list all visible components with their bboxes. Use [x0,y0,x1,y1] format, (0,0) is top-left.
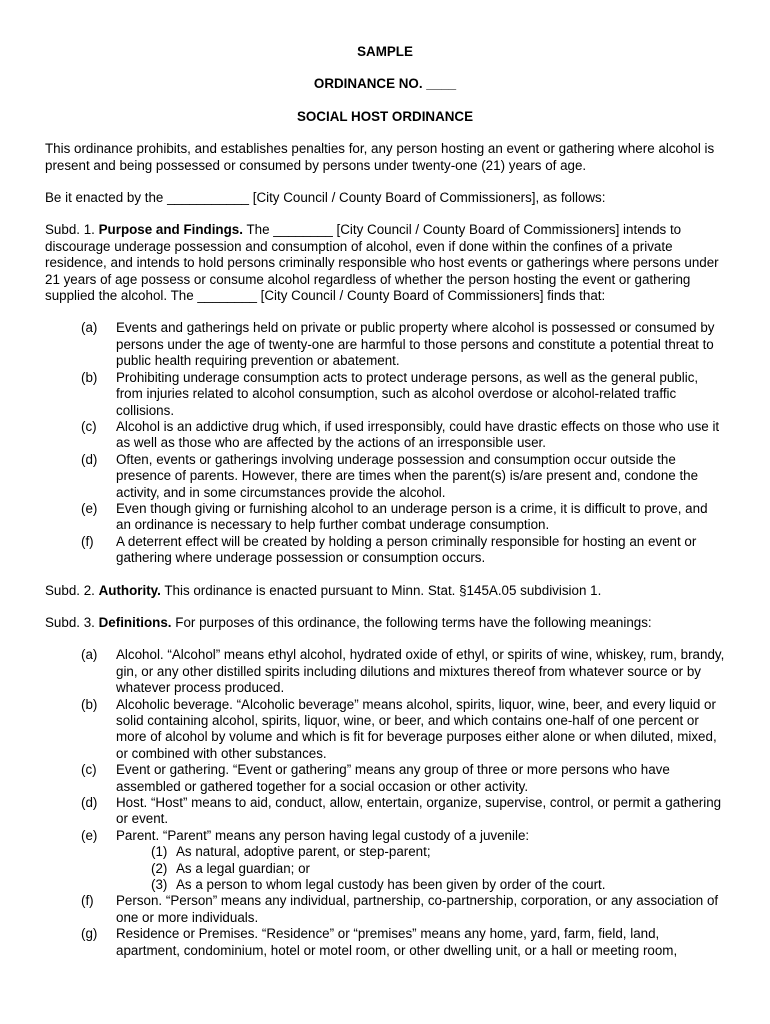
subd2-paragraph [45,583,725,599]
item-label: (c) [81,762,97,778]
item-label: (a) [81,320,98,336]
item-label: (c) [81,418,97,434]
definitions-list [45,647,725,959]
list-item [45,697,725,763]
item-text: Even though giving or furnishing alcohol to an underage person is a crime, it is difficult to prove, and an ordinance is necessary to help further combat underage consumption. [116,500,708,533]
item-text: Events and gatherings held on private or public property where alcohol is possessed or consumed by persons under the age of twenty-one are harmful to those persons and constitute a potential threat to public health requiring prevention or abatement. [116,320,715,369]
sub-list-item [116,844,725,860]
item-label: (e) [81,827,98,843]
item-label: (a) [81,647,98,663]
item-label: (e) [81,500,98,516]
intro-paragraph: This ordinance prohibits, and establishes penalties for, any person hosting an event or gathering where alcohol is present and being possessed or consumed by persons under twenty-one (21) years of age. [45,141,715,173]
item-text: A deterrent effect will be created by holding a person criminally responsible for hosting an event or gathering where underage possession or consumption occurs. [116,533,697,566]
subitem-text: As a legal guardian; or [176,860,310,876]
subd3-prefix: Subd. 3. [45,614,95,630]
item-label: (b) [81,369,98,385]
ordinance-title: SOCIAL HOST ORDINANCE [296,108,474,124]
subd1-prefix: Subd. 1. [45,222,95,238]
subd1-paragraph [45,222,725,304]
subitem-text: As a person to whom legal custody has been given by order of the court. [176,877,606,893]
item-label: (f) [81,533,94,549]
list-item [45,320,725,369]
findings-list [45,320,725,566]
item-text: Residence or Premises. “Residence” or “premises” means any home, yard, farm, field, land, apartment, condominium, hotel or motel room, or other dwelling unit, or a hall or meeting room, [116,926,678,958]
subd2-heading: Authority. [98,582,161,598]
list-item [45,501,725,534]
item-label: (d) [81,795,98,811]
ordinance-number: ORDINANCE NO. ____ [313,76,457,92]
item-text: Event or gathering. “Event or gathering” means any group of three or more persons who have assembled or gathered together for a social occasion or other activity. [116,762,670,794]
list-item [45,893,725,926]
subd1-text: The ________ [City Council / County Board of Commissioners] intends to discourage underage possession and consumption of alcohol, even if done within the confines of a private residence, and intends to hold persons criminally responsible who host events or gatherings where persons under 21 years of age possess or consume alcohol regardless of whether the person hosting the event or gathering supplied the alcohol. The ________ [City Council / County Board of Commissioners] finds that: [45,222,719,304]
subitem-label: (1) [151,844,168,860]
list-item [45,534,725,567]
enacted-paragraph: Be it enacted by the ___________ [City Council / County Board of Commissioners], as follows: [45,190,606,206]
item-text: Person. “Person” means any individual, partnership, co-partnership, corporation, or any association of one or more individuals. [116,893,719,925]
item-text: Alcohol is an addictive drug which, if used irresponsibly, could have drastic effects on those who use it as well as those who are affected by the actions of an irresponsible user. [116,418,720,451]
subd3-text: For purposes of this ordinance, the following terms have the following meanings: [175,614,652,630]
item-label: (f) [81,893,94,909]
subitem-label: (2) [151,860,168,876]
sub-list-item [116,877,725,893]
subd3-paragraph [45,615,725,631]
item-text: Host. “Host” means to aid, conduct, allow, entertain, organize, supervise, control, or permit a gathering or event. [116,795,722,827]
item-label: (b) [81,696,98,712]
list-item [45,452,725,501]
item-text: Alcohol. “Alcohol” means ethyl alcohol, hydrated oxide of ethyl, or spirits of wine, whiskey, rum, brandy, gin, or any other distilled spirits including dilutions and mixtures thereof from whatever source or by whatever process produced. [116,647,725,696]
list-item [45,828,725,894]
item-text: Prohibiting underage consumption acts to protect underage persons, as well as the general public, from injuries related to alcohol consumption, such as alcohol overdose or alcohol-related traffic collisions. [116,369,699,418]
subd3-heading: Definitions. [98,614,172,630]
sub-list-item [116,861,725,877]
item-label: (d) [81,451,98,467]
list-item [45,795,725,828]
item-text: Often, events or gatherings involving underage possession and consumption occur outside the presence of parents. However, there are times when the parent(s) is/are present and, condone the activity, and in some circumstances provide the alcohol. [116,451,699,500]
list-item [45,370,725,419]
subd1-heading: Purpose and Findings. [98,222,243,238]
list-item [45,419,725,452]
parent-sublist [116,844,725,893]
list-item [45,926,725,959]
subitem-text: As natural, adoptive parent, or step-parent; [176,844,431,860]
item-text: Alcoholic beverage. “Alcoholic beverage” means alcohol, spirits, liquor, wine, beer, and every liquid or solid containing alcohol, spirits, liquor, wine, or beer, and which contains one-half of one percent or more of alcohol by volume and which is fit for beverage purposes either alone or when diluted, mixed, or combined with other substances. [116,696,717,761]
subd2-prefix: Subd. 2. [45,582,95,598]
list-item [45,647,725,696]
subitem-label: (3) [151,877,168,893]
subd2-text: This ordinance is enacted pursuant to Minn. Stat. §145A.05 subdivision 1. [164,582,602,598]
sample-heading: SAMPLE [357,44,413,59]
item-text: Parent. “Parent” means any person having legal custody of a juvenile: [116,827,530,843]
list-item [45,762,725,795]
item-label: (g) [81,926,98,942]
document-page [45,44,725,975]
